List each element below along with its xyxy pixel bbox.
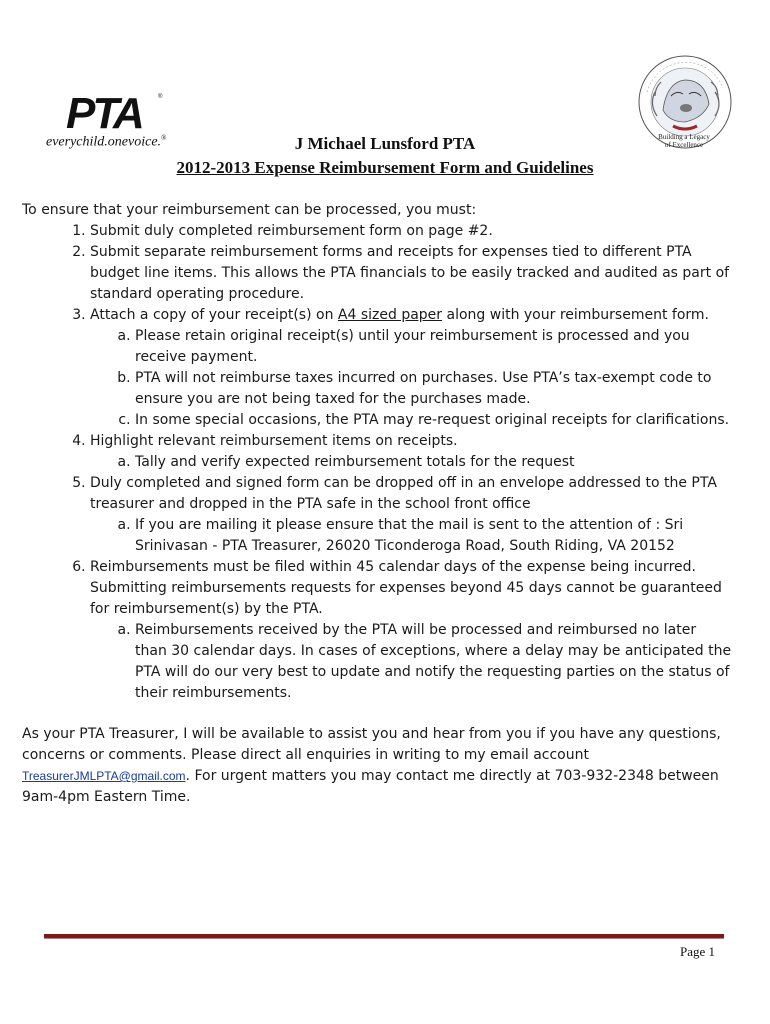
- document-title: J Michael Lunsford PTA: [294, 134, 476, 153]
- guidelines-body: [22, 200, 732, 808]
- sub-list-item: a. Reimbursements received by the PTA will be processed and reimbursed no later than 30 calendar days. In cases of exceptions, where a delay may be anticipated the PTA will do our very best to update and notify the requesting parties on the status of their reimbursements.: [135, 620, 732, 704]
- pta-logo-registered-mark: ®: [158, 94, 163, 100]
- sub-list: [90, 326, 732, 431]
- document-subtitle: 2012-2013 Expense Reimbursement Form and Guidelines: [176, 158, 594, 177]
- sub-list-item: a. Please retain original receipt(s) until your reimbursement is processed and you receive payment.: [135, 326, 732, 368]
- guidelines-list: [22, 221, 732, 704]
- list-item: 6. Reimbursements must be filed within 45 calendar days of the expense being incurred. Submitting reimbursements requests for expenses beyond 45 days cannot be guaranteed for reimbursement(s) by the PTA. a. Reimbursements received by the PTA will be processed and reimbursed no later than 30 calendar days. In cases of exceptions, where a delay may be anticipated the PTA will do our very best to update and notify the requesting parties on the status of their reimbursements.: [90, 557, 732, 704]
- list-item: 3. Attach a copy of your receipt(s) on A4 sized paper along with your reimbursement form. a. Please retain original receipt(s) until your reimbursement is processed and you receive payment. b. PTA will not reimburse taxes incurred on purchases. Use PTA’s tax-exempt code to ensure you are not being taxed for the purchases made. c. In some special occasions, the PTA may re-request original receipts for clarifications.: [90, 305, 732, 431]
- treasurer-email-link[interactable]: TreasurerJMLPTA@gmail.com: [22, 769, 186, 783]
- list-item: 5. Duly completed and signed form can be dropped off in an envelope addressed to the PTA treasurer and dropped in the PTA safe in the school front office a. If you are mailing it please ensure that the mail is sent to the attention of : Sri Srinivasan - PTA Treasurer, 26020 Ticonderoga Road, South Riding, VA 20152: [90, 473, 732, 557]
- sub-list: [90, 452, 732, 473]
- list-item: 2. Submit separate reimbursement forms and receipts for expenses tied to different PTA budget line items. This allows the PTA financials to be easily tracked and audited as part of standard operating procedure.: [90, 242, 732, 305]
- page-number: Page 1: [680, 944, 716, 959]
- intro-text: To ensure that your reimbursement can be processed, you must:: [22, 202, 477, 218]
- sub-list-item: b. PTA will not reimburse taxes incurred on purchases. Use PTA’s tax-exempt code to ensure you are not being taxed for the purchases made.: [135, 368, 732, 410]
- closing-paragraph: As your PTA Treasurer, I will be available to assist you and hear from you if you have any questions, concerns or comments. Please direct all enquiries in writing to my email account TreasurerJMLPTA@gmail.com. For urgent matters you may contact me directly at 703-932-2348 between 9am-4pm Eastern Time.: [22, 726, 721, 805]
- list-item: 1. Submit duly completed reimbursement form on page #2.: [90, 221, 732, 242]
- sub-list-item: c. In some special occasions, the PTA may re-request original receipts for clarifications.: [135, 410, 732, 431]
- sub-list-item: a. Tally and verify expected reimbursement totals for the request: [135, 452, 732, 473]
- pta-logo-wordmark: PTA: [66, 89, 142, 138]
- sub-list: [90, 620, 732, 704]
- a4-paper-link[interactable]: A4 sized paper: [337, 307, 443, 323]
- sub-list: [90, 515, 732, 557]
- seal-caption: Building a Legacy of Excellence: [658, 133, 710, 149]
- list-item: 4. Highlight relevant reimbursement items on receipts. a. Tally and verify expected reimbursement totals for the request: [90, 431, 732, 473]
- pta-logo-tagline: everychild.onevoice.®: [46, 134, 167, 150]
- sub-list-item: a. If you are mailing it please ensure that the mail is sent to the attention of : Sri Srinivasan - PTA Treasurer, 26020 Ticonderoga Road, South Riding, VA 20152: [135, 515, 732, 557]
- footer-divider: [44, 934, 724, 939]
